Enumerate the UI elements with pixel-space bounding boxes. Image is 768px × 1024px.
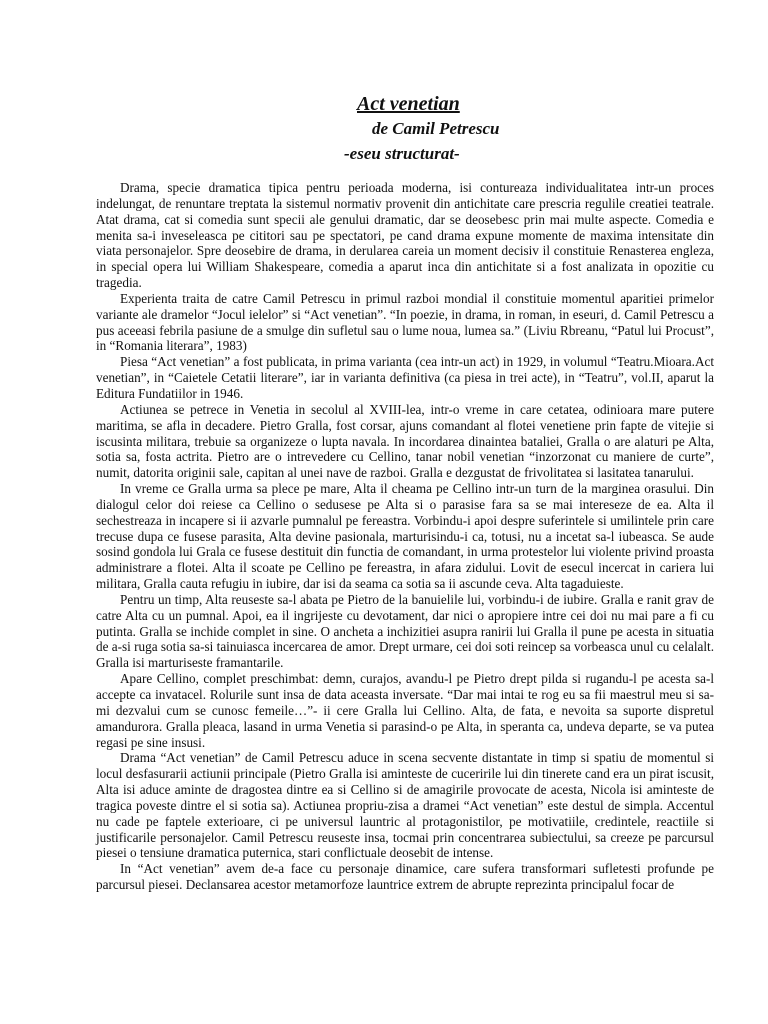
paragraph: Pentru un timp, Alta reuseste sa-l abata pe Pietro de la banuielile lui, vorbindu-i de iubire. Gralla e ranit grav de catre Alta cu un pumnal. Apoi, ea il ingrijeste cu devotament, dar nici o apropiere intre cei doi nu mai pare a fi cu putinta. Gralla se inchide complet in sine. O ancheta a inchizitiei asupra ranirii lui Gralla il pune pe acesta in situatia de a-si ruga sotia sa-si tainuiasca incercarea de amor. Drept urmare, cei doi soti reincep sa vorbeasca unul cu celalalt. Gralla isi marturiseste framantarile. <box>96 591 714 671</box>
document-title: Act venetian <box>357 93 460 115</box>
document-body <box>96 180 714 893</box>
paragraph: In vreme ce Gralla urma sa plece pe mare, Alta il cheama pe Cellino intr-un turn de la marginea orasului. Din dialogul celor doi reiese ca Cellino o sedusese pe Alta si o parasise fara sa se mai intereseze de ea. Alta il sechestreaza in incapere si ii azvarle pumnalul pe fereastra. Vorbindu-i apoi despre suferintele si umilintele prin care trecuse dupa ce fusese parasita, Alta devine pasionala, marturisindu-i ca, totusi, nu a incetat sa-l iubeasca. Se aude sosind gondola lui Grala ce fusese destituit din functia de comandant, in urma protestelor lui violente privind proasta administrare a flotei. Alta il scoate pe Cellino pe fereastra, in afara zidului. Lovit de esecul incercat in cariera lui militara, Gralla cauta refugiu in iubire, dar isi da seama ca sotia sa ii ascunde ceva. Alta tagaduieste. <box>96 481 714 592</box>
paragraph: Experienta traita de catre Camil Petrescu in primul razboi mondial il constituie momentul aparitiei primelor variante ale dramelor “Jocul ielelor” si “Act venetian”. “In poezie, in drama, in roman, in eseuri, d. Camil Petrescu a pus aceeasi febrila pasiune de a smulge din sufletul sau o lume noua, lumea sa.” (Liviu Rbreanu, “Patul lui Procust”, in “Romania literara”, 1983) <box>96 290 714 354</box>
document-author: de Camil Petrescu <box>372 119 500 138</box>
paragraph: Drama “Act venetian” de Camil Petrescu aduce in scena secvente distantate in timp si spatiu de momentul si locul desfasurarii actiunii principale (Pietro Gralla isi aminteste de cuceririle lui din tinerete cand era un pirat iscusit, Alta isi aduce aminte de dragostea dintre ea si Cellino si de amagirile provocate de acesta, Nicola isi aminteste de tragica poveste dintre el si sotia sa). Actiunea propriu-zisa a dramei “Act venetian” este destul de simpla. Accentul nu cade pe faptele exterioare, ci pe universul launtric al protagonistilor, pe motivatiile, credintele, reactiile si justificarile personajelor. Camil Petrescu reuseste insa, tocmai prin concentrarea subiectului, sa creeze pe parcursul piesei o tensiune dramatica puternica, stari conflictuale deosebit de intense. <box>96 750 714 861</box>
paragraph: Drama, specie dramatica tipica pentru perioada moderna, isi contureaza individualitatea intr-un proces indelungat, de renuntare treptata la sistemul normativ provenit din antichitate care prescria regulile creatiei teatrale. Atat drama, cat si comedia sunt specii ale genului dramatic, dar se deosebesc prin mai multe aspecte. Comedia e menita sa-i inveseleasca pe cititori sau pe spectatori, pe cand drama expune momente de maxima intensitate din viata personajelor. Spre deosebire de drama, in derularea careia un moment decisiv il constituie Renasterea engleza, in special opera lui William Shakespeare, comedia a aparut inca din antichitate si a fost analizata in opozitie cu tragedia. <box>96 180 714 291</box>
document-subtitle: -eseu structurat- <box>344 144 460 163</box>
paragraph: Piesa “Act venetian” a fost publicata, in prima varianta (cea intr-un act) in 1929, in volumul “Teatru.Mioara.Act venetian”, in “Caietele Cetatii literare”, iar in varianta definitiva (ca piesa in trei acte), in “Teatru”, vol.II, aparut la Editura Fundatiilor in 1946. <box>96 354 714 401</box>
paragraph: Actiunea se petrece in Venetia in secolul al XVIII-lea, intr-o vreme in care cetatea, odinioara mare putere maritima, se afla in decadere. Pietro Gralla, fost corsar, ajuns comandant al flotei venetiene prin fapte de vitejie si iscusinta militara, trebuie sa organizeze o lupta navala. In incordarea dinaintea bataliei, Gralla o are alaturi pe Alta, sotia sa, fosta actrita. Pietro are o intrevedere cu Cellino, tanar nobil venetian “inzorzonat cu maniere de curte”, numit, datorita originii sale, capitan al unei nave de razboi. Gralla e dezgustat de frivolitatea si lasitatea tanarului. <box>96 401 714 481</box>
paragraph: Apare Cellino, complet preschimbat: demn, curajos, avandu-l pe Pietro drept pilda si rugandu-l pe acesta sa-l accepte ca invatacel. Rolurile sunt insa de data aceasta inversate. “Dar mai intai te rog eu sa fii maestrul meu si sa-mi dezvalui cum se cunosc femeile…”- ii cere Gralla lui Cellino. Alta, de fata, e nevoita sa suporte dispretul amandurora. Gralla pleaca, lasand in urma Venetia si parasind-o pe Alta, in speranta ca, undeva departe, se va putea regasi pe sine insusi. <box>96 671 714 750</box>
paragraph: In “Act venetian” avem de-a face cu personaje dinamice, care sufera transformari sufletesti profunde pe parcursul piesei. Declansarea acestor metamorfoze launtrice extrem de abrupte reprezinta principalul focar de <box>96 861 714 893</box>
